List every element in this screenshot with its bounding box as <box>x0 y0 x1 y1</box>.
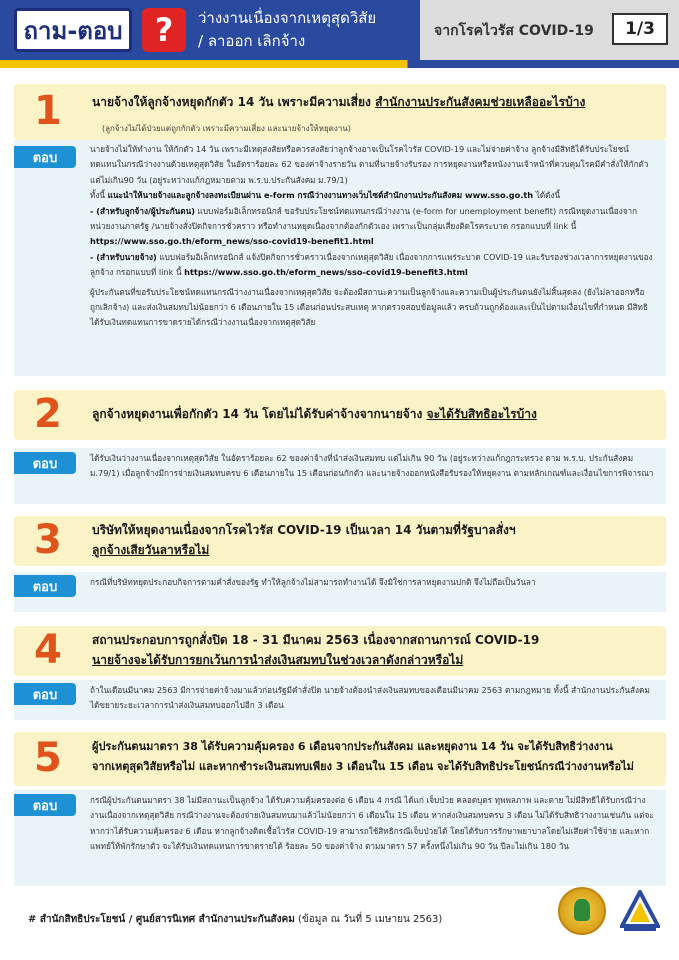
question-number: 2 <box>34 391 62 437</box>
question-number: 3 <box>34 517 62 563</box>
question-text <box>92 520 658 560</box>
footer-source <box>28 912 442 927</box>
answer-paragraph <box>90 250 654 281</box>
question-block-2 <box>14 390 666 440</box>
answer-emphasis: - (สำหรับนายจ้าง) <box>90 251 157 262</box>
question-block-5 <box>14 732 666 786</box>
answer-text: ได้รับเงินว่างงานเนื่องจากเหตุสุดวิสัย ในอัตราร้อยละ 62 ของค่าจ้างที่นำส่งเงินสมทบ แต่ไม่เกิน 90 วัน (อยู่ระหว่างแก้กฎกระทรวง ตาม พ.ร.บ. ประกันสังคม ม.79/1) เมื่อลูกจ้างมีการจ่ายเงินสมทบครบ 6 เดือนภายใน 15 เดือนก่อนกักตัว และนายจ้างออกหนังสือรับรองให้หยุดงาน ตามหลักเกณฑ์และเงื่อนไขการพิจารณา <box>90 453 654 479</box>
question-block-1 <box>14 84 666 140</box>
employer-eform-link[interactable]: https://www.sso.go.th/eform_news/sso-covid19-benefit3.html <box>184 267 468 278</box>
answer-label: ตอบ <box>14 575 76 597</box>
answer-paragraph: นายจ้างไม่ให้ทำงาน ให้กักตัว 14 วัน เพราะมีเหตุสงสัยหรือควรสงสัยว่าลูกจ้างอาจเป็นโรคไวรัส COVID-19 และไม่จ่ายค่าจ้าง ลูกจ้างมีสิทธิได้รับประโยชน์ทดแทนในกรณีว่างงานด้วยเหตุสุดวิสัย ในอัตราร้อยละ 62 ของค่าจ้างรายวัน ตามที่นายจ้างรับรอง การหยุดงานหรือหนังงานเจ้าหน้าที่ควบคุมโรคมีคำสั่งให้กักตัว แต่ไม่เกิน90 วัน (อยู่ระหว่างแก้กฎหมายตาม พ.ร.บ.ประกันสังคม ม.79/1) <box>90 144 649 185</box>
answer-block-5 <box>14 790 666 886</box>
answer-emphasis: - (สำหรับลูกจ้าง/ผู้ประกันตน) <box>90 205 195 216</box>
answer-label: ตอบ <box>14 452 76 474</box>
question-text <box>92 92 658 112</box>
question-number: 4 <box>34 627 62 673</box>
answer-paragraph: ผู้ประกันตนที่ขอรับประโยชน์ทดแทนกรณีว่างงานเนื่องจากเหตุสุดวิสัย จะต้องมีสถานะความเป็นลูกจ้างและความเป็นผู้ประกันตนยังไม่สิ้นสุดลง (ยังไม่ลาออกหรือถูกเลิกจ้าง) และส่งเงินสมทบไม่น้อยกว่า 6 เดือนภายใน 15 เดือนก่อนประสบเหตุ หากตรวจสอบข้อมูลแล้ว ครบถ้วนถูกต้องและเป็นไปตามเงื่อนไขที่กำหนด มีสิทธิได้รับเงินทดแทนการขาดรายได้กรณีว่างงานเนื่องจากเหตุสุดวิสัย <box>90 286 648 328</box>
qa-badge: ถาม-ตอบ <box>14 8 132 52</box>
page-header <box>0 0 679 72</box>
title-line-1: ว่างงานเนื่องจากเหตุสุดวิสัย <box>198 9 377 27</box>
answer-label: ตอบ <box>14 146 76 168</box>
question-part-a: บริษัทให้หยุดงานเนื่องจากโรคไวรัส COVID-19 เป็นเวลา 14 วันตามที่รัฐบาลสั่งฯ <box>92 523 516 537</box>
answer-block-2 <box>14 448 666 504</box>
answer-text: กรณีที่บริษัทหยุดประกอบกิจการตามคำสั่งของรัฐ ทำให้ลูกจ้างไม่สามารถทำงานได้ จึงมิใช่การลาหยุดงานปกติ จึงไม่ถือเป็นวันลา <box>90 577 536 587</box>
answer-span: แบบฟอร์มอิเล็กทรอนิกส์ แจ้งปิดกิจการชั่วคราวเนื่องจากเหตุสุดวิสัย เนื่องจากการแพร่ระบาด COVID-19 และรับรองช่วงเวลาการหยุดงานของลูกจ้าง กรอกแบบที่ link นี้ <box>90 251 653 278</box>
answer-paragraph <box>90 204 654 250</box>
answer-span: ได้ดังนี้ <box>533 190 561 201</box>
answer-emphasis: แนะนำให้นายจ้างและลูกจ้างลงทะเบียนผ่าน e-form กรณีว่างงานทางเว็บไซต์สำนักงานประกันสังคม www.sso.go.th <box>107 190 534 201</box>
footer-source-label: # สำนักสิทธิประโยชน์ / ศูนย์สารนิเทศ สำนักงานประกันสังคม <box>28 914 295 925</box>
question-part-b: นายจ้างจะได้รับการยกเว้นการนำส่งเงินสมทบในช่วงเวลาดังกล่าวหรือไม่ <box>92 653 464 667</box>
answer-text <box>90 142 654 331</box>
answer-text: กรณีผู้ประกันตนมาตรา 38 ไม่มีสถานะเป็นลูกจ้าง ได้รับความคุ้มครองต่อ 6 เดือน 4 กรณี ได้แก่ เจ็บป่วย คลอดบุตร ทุพพลภาพ และตาย ไม่มีสิทธิได้รับกรณีว่างงานเนื่องจากเหตุสุดวิสัย กรณีว่างงานจะต้องจ่ายเงินสมทบมาแล้วไม่น้อยกว่า 6 เดือนใน 15 เดือน หากส่งเงินสมทบครบ 3 เดือน ไม่ได้รับสิทธิว่างงานเช่นกัน แต่จะหากว่าได้รับความคุ้มครอง 6 เดือน หากลูกจ้างติดเชื้อไวรัส COVID-19 สามารถใช้สิทธิกรณีเจ็บป่วยได้ โดยได้รับการรักษาพยาบาลโดยไม่เสียค่าใช้จ่าย และหากแพทย์ให้พักรักษาตัว จะได้รับเงินทดแทนการขาดรายได้ ร้อยละ 50 ของค่าจ้าง ตามมาตรา 57 ครั้งหนึ่งไม่เกิน 90 วัน ปีละไม่เกิน 180 วัน <box>90 795 654 852</box>
question-text <box>92 630 658 670</box>
header-stripe <box>0 60 679 68</box>
footer-date: (ข้อมูล ณ วันที่ 5 เมษายน 2563) <box>294 914 443 925</box>
question-text <box>92 404 658 424</box>
answer-span: แบบฟอร์มอิเล็กทรอนิกส์ ขอรับประโยชน์ทดแทนกรณีว่างงาน (e-form for unemployment benefit) กรณีหยุดงานเนื่องจากหน่วยงานภาครัฐ /นายจ้างสั่งปิดกิจการชั่วคราว หรือทำงานหยุดเนื่องจากต้องกักตัวเอง เพราะเป็นกลุ่มเสี่ยงติดโรคระบาด กรอกแบบที่ link นี้ <box>90 205 638 232</box>
answer-block-3 <box>14 572 666 612</box>
answer-paragraph <box>90 188 654 203</box>
question-mark-icon: ? <box>142 8 186 52</box>
answer-span: ทั้งนี้ <box>90 190 108 201</box>
answer-block-1 <box>14 140 666 376</box>
question-part-a: ลูกจ้างหยุดงานเพื่อกักตัว 14 วัน โดยไม่ได้รับค่าจ้างจากนายจ้าง <box>92 407 427 421</box>
sso-logo-icon <box>620 890 660 932</box>
page-indicator: 1/3 <box>612 13 668 45</box>
page-subtitle: จากโรคไวรัส COVID-19 <box>434 23 594 39</box>
question-part-a: สถานประกอบการถูกสั่งปิด 18 - 31 มีนาคม 2563 เนื่องจากสถานการณ์ COVID-19 <box>92 633 540 647</box>
answer-block-4 <box>14 680 666 720</box>
question-number: 5 <box>34 735 62 781</box>
question-part-b: จากเหตุสุดวิสัยหรือไม่ และหากชำระเงินสมทบเพียง 3 เดือนใน 15 เดือน จะได้รับสิทธิประโยชน์กรณีว่างงานหรือไม่ <box>92 760 634 773</box>
page-title <box>198 7 418 53</box>
title-line-2: / ลาออก เลิกจ้าง <box>198 32 306 50</box>
answer-label: ตอบ <box>14 683 76 705</box>
question-number: 1 <box>34 88 62 134</box>
seal-logo-icon <box>558 887 606 935</box>
employee-eform-link[interactable]: https://www.sso.go.th/eform_news/sso-covid19-benefit1.html <box>90 236 374 247</box>
question-note: (ลูกจ้างไม่ได้ป่วยแต่ถูกกักตัว เพราะมีความเสี่ยง และนายจ้างให้หยุดงาน) <box>102 124 351 133</box>
question-part-b: สำนักงานประกันสังคมช่วยเหลืออะไรบ้าง <box>375 95 586 109</box>
question-block-4 <box>14 626 666 676</box>
question-block-3 <box>14 516 666 566</box>
question-part-b: ลูกจ้างเสียวันลาหรือไม่ <box>92 543 210 557</box>
question-part-b: จะได้รับสิทธิอะไรบ้าง <box>426 407 537 421</box>
question-part-a: ผู้ประกันตนมาตรา 38 ได้รับความคุ้มครอง 6 เดือนจากประกันสังคม และหยุดงาน 14 วัน จะได้รับสิทธิว่างงาน <box>92 740 613 753</box>
answer-text: ถ้าในเดือนมีนาคม 2563 มีการจ่ายค่าจ้างมาแล้วก่อนรัฐมีคำสั่งปิด นายจ้างต้องนำส่งเงินสมทบของเดือนมีนาคม 2563 ตามกฎหมาย ทั้งนี้ สำนักงานประกันสังคมได้ขยายระยะเวลาการนำส่งเงินสมทบออกไปอีก 3 เดือน <box>90 685 650 711</box>
answer-label: ตอบ <box>14 794 76 816</box>
question-part-a: นายจ้างให้ลูกจ้างหยุดกักตัว 14 วัน เพราะมีความเสี่ยง <box>92 95 376 109</box>
question-text <box>92 737 658 777</box>
